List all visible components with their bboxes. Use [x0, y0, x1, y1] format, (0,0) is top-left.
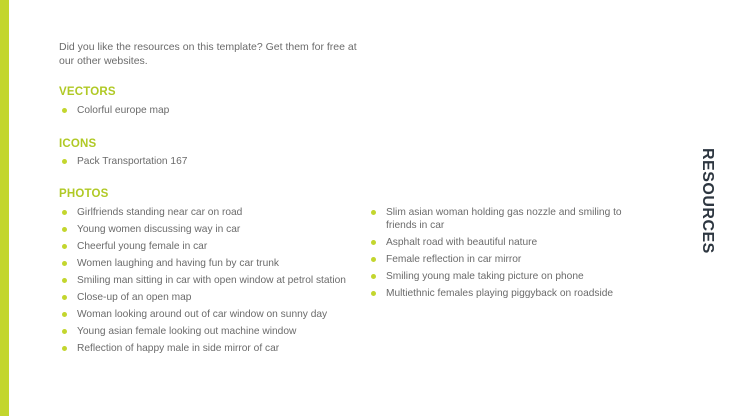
list-item [368, 206, 638, 232]
bullet-icon [62, 108, 67, 113]
accent-bar [0, 0, 9, 416]
bullet-icon [371, 210, 376, 215]
resources-title: RESOURCES [699, 148, 716, 254]
bullet-icon [62, 312, 67, 317]
list-item [59, 325, 364, 338]
bullet-icon [371, 257, 376, 262]
photos-list-right [368, 206, 638, 300]
photo-item-label: Girlfriends standing near car on road [77, 207, 243, 218]
bullet-icon [62, 261, 67, 266]
bullet-icon [62, 227, 67, 232]
list-item [59, 308, 364, 321]
vectors-item-label: Colorful europe map [77, 105, 170, 116]
intro-text: Did you like the resources on this template? Get them for free at our other websites. [59, 41, 357, 67]
photos-list-left [59, 206, 364, 355]
bullet-icon [62, 329, 67, 334]
bullet-icon [62, 346, 67, 351]
vectors-list [59, 104, 359, 117]
photo-item-label: Reflection of happy male in side mirror of car [77, 343, 280, 354]
list-item [59, 104, 359, 117]
bullet-icon [371, 240, 376, 245]
photo-item-label: Female reflection in car mirror [386, 254, 522, 265]
list-item [368, 287, 638, 300]
bullet-icon [62, 159, 67, 164]
photo-item-label: Slim asian woman holding gas nozzle and smiling to friends in car [386, 207, 622, 231]
icons-item-label: Pack Transportation 167 [77, 156, 188, 167]
photo-item-label: Young asian female looking out machine window [77, 326, 297, 337]
list-item [59, 155, 359, 168]
list-item [368, 236, 638, 249]
photo-item-label: Cheerful young female in car [77, 241, 208, 252]
bullet-icon [371, 291, 376, 296]
list-item [59, 342, 364, 355]
photo-item-label: Young women discussing way in car [77, 224, 241, 235]
photos-heading: PHOTOS [59, 188, 109, 200]
photo-item-label: Multiethnic females playing piggyback on roadside [386, 288, 614, 299]
bullet-icon [62, 278, 67, 283]
list-item [59, 240, 364, 253]
list-item [368, 270, 638, 283]
bullet-icon [62, 210, 67, 215]
list-item [368, 253, 638, 266]
icons-heading: ICONS [59, 138, 97, 150]
photo-item-label: Close-up of an open map [77, 292, 192, 303]
photo-item-label: Asphalt road with beautiful nature [386, 237, 538, 248]
list-item [59, 257, 364, 270]
photo-item-label: Smiling young male taking picture on phone [386, 271, 584, 282]
list-item [59, 206, 364, 219]
list-item [59, 274, 364, 287]
list-item [59, 223, 364, 236]
list-item [59, 291, 364, 304]
bullet-icon [62, 295, 67, 300]
bullet-icon [62, 244, 67, 249]
bullet-icon [371, 274, 376, 279]
photo-item-label: Woman looking around out of car window on sunny day [77, 309, 328, 320]
photo-item-label: Women laughing and having fun by car trunk [77, 258, 279, 269]
icons-list [59, 155, 359, 168]
vectors-heading: VECTORS [59, 86, 116, 98]
photo-item-label: Smiling man sitting in car with open window at petrol station [77, 275, 346, 286]
